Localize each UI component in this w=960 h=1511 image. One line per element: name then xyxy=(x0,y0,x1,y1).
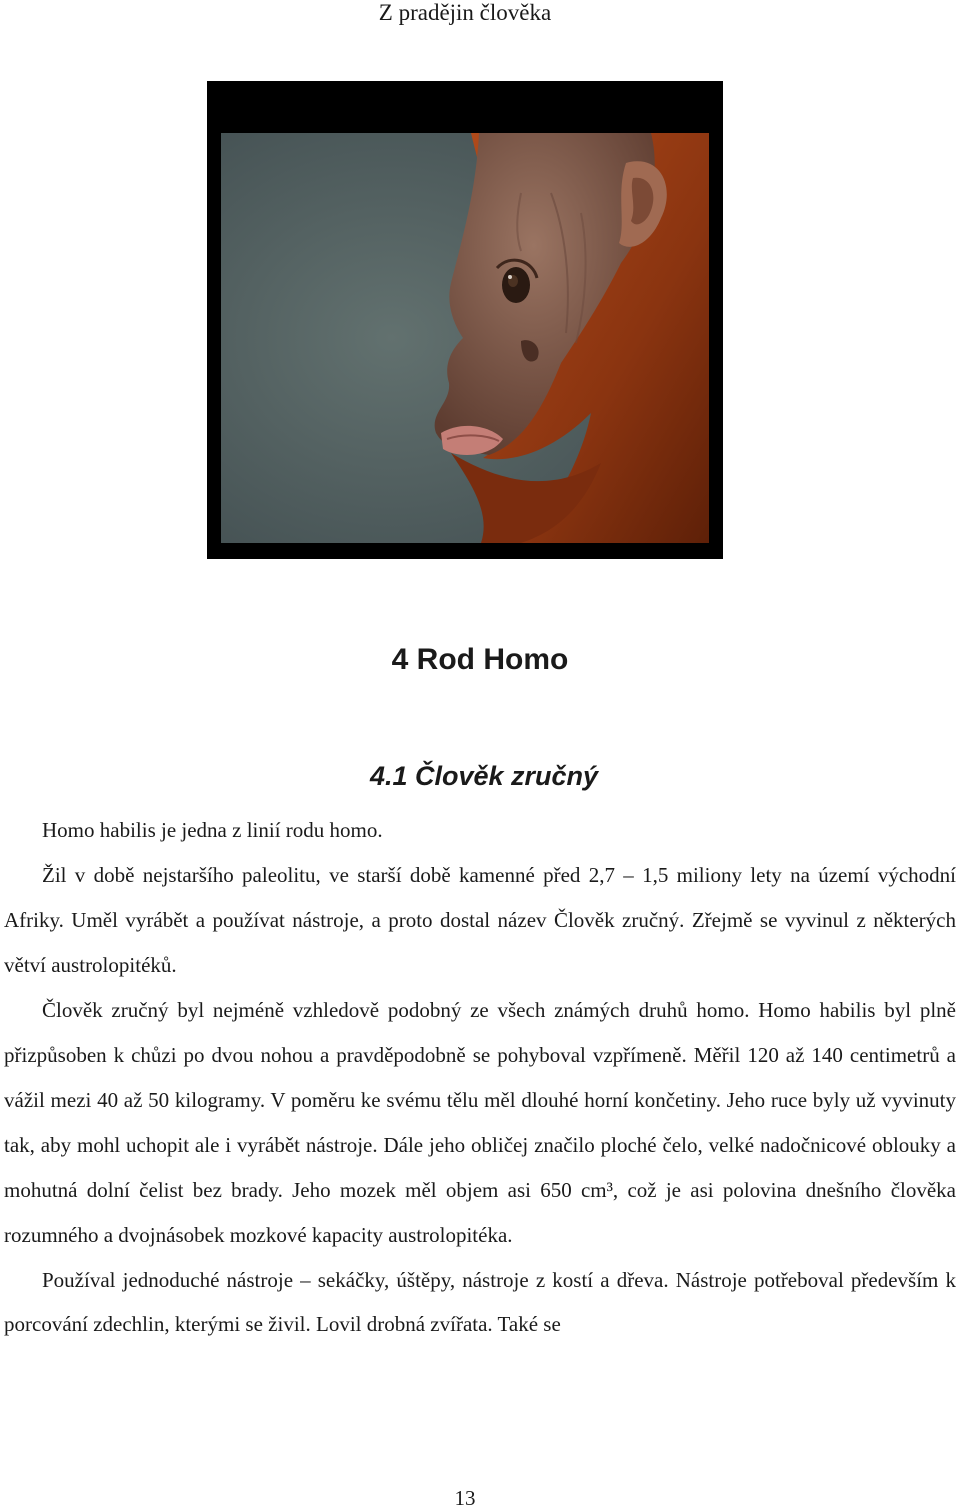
running-head: Z pradějin člověka xyxy=(378,0,552,25)
paragraph-4: Používal jednoduché nástroje – sekáčky, úštěpy, nástroje z kostí a dřeva. Nástroje potřeboval především k porcování zdechlin, kterými se živil. Lovil drobná zvířata. Také se xyxy=(4,1268,956,1336)
paragraph-1: Homo habilis je jedna z linií rodu homo. xyxy=(42,818,383,842)
paragraph-3: Člověk zručný byl nejméně vzhledově podobný ze všech známých druhů homo. Homo habilis byl plně přizpůsoben k chůzi po dvou nohou a pravděpodobně se pohyboval vzpřímeně. Měřil 120 až 140 centimetrů a vážil mezi 40 až 50 kilogramy. V poměru ke svému tělu měl dlouhé horní končetiny. Jeho ruce byly už vyvinuty tak, aby mohl uchopit ale i vyrábět nástroje. Dále jeho obličej značilo ploché čelo, velké nadočnicové oblouky a mohutná dolní čelist bez brady. Jeho mozek měl objem asi 650 cm³, což je asi polovina dnešního člověka rozumného a dvojnásobek mozkové kapacity austrolopitéka. xyxy=(4,998,956,1247)
section-title: 4.1 Člověk zručný xyxy=(369,761,599,791)
page-number: 13 xyxy=(454,1486,476,1510)
body-text xyxy=(4,808,956,1346)
chapter-title: 4 Rod Homo xyxy=(391,643,569,676)
orangutan-illustration xyxy=(221,133,709,543)
paragraph-2: Žil v době nejstaršího paleolitu, ve starší době kamenné před 2,7 – 1,5 miliony lety na území východní Afriky. Uměl vyrábět a používat nástroje, a proto dostal název Člověk zručný. Zřejmě se vyvinul z některých větví austrolopitéků. xyxy=(4,863,956,977)
orangutan-photo xyxy=(207,81,723,559)
